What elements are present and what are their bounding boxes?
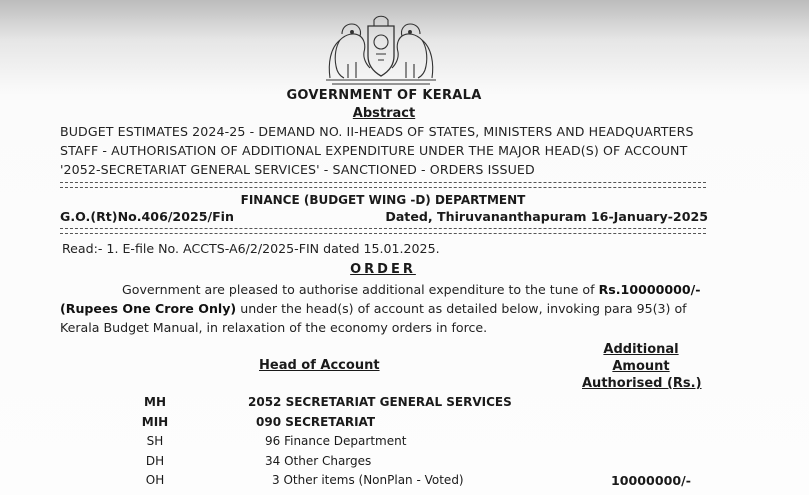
row-amount: 10000000/- — [611, 473, 691, 488]
amount-header-line-3: Authorised (Rs.) — [582, 376, 702, 391]
go-date: Dated, Thiruvananthapuram 16-January-2025 — [385, 209, 708, 224]
reference-read-line: Read:- 1. E-file No. ACCTS-A6/2/2025-FIN dated 15.01.2025. — [62, 241, 440, 256]
divider-rule — [60, 182, 706, 188]
amount-in-words: (Rupees One Crore Only) — [60, 301, 237, 316]
abstract-heading: Abstract — [352, 106, 416, 121]
row-code: MIH — [141, 415, 169, 429]
sanctioned-amount: Rs.10000000/- — [598, 282, 701, 297]
kerala-state-emblem-icon — [322, 12, 440, 88]
head-of-account-header: Head of Account — [259, 358, 380, 373]
go-number: G.O.(Rt)No.406/2025/Fin — [60, 209, 234, 224]
row-account: 96 Finance Department — [265, 434, 407, 448]
department-name: FINANCE (BUDGET WING -D) DEPARTMENT — [240, 193, 526, 207]
subject-line-3: '2052-SECRETARIAT GENERAL SERVICES' - SANCTIONED - ORDERS ISSUED — [60, 162, 535, 177]
order-paragraph-line-1 — [122, 282, 700, 297]
subject-line-2: STAFF - AUTHORISATION OF ADDITIONAL EXPENDITURE UNDER THE MAJOR HEAD(S) OF ACCOUNT — [60, 143, 688, 158]
row-code: SH — [146, 434, 164, 448]
row-account: 34 Other Charges — [265, 454, 372, 468]
row-account: 3 Other items (NonPlan - Voted) — [272, 473, 464, 487]
row-code: DH — [145, 454, 165, 468]
order-heading: ORDER — [350, 262, 416, 277]
divider-rule — [60, 228, 706, 234]
amount-header-line-1: Additional — [603, 342, 679, 357]
row-account: 2052 SECRETARIAT GENERAL SERVICES — [248, 395, 512, 409]
subject-line-1: BUDGET ESTIMATES 2024-25 - DEMAND NO. II-HEADS OF STATES, MINISTERS AND HEADQUARTERS — [60, 124, 694, 139]
government-title: GOVERNMENT OF KERALA — [286, 88, 482, 103]
row-code: MH — [144, 395, 166, 409]
order-text: Government are pleased to authorise additional expenditure to the tune of — [122, 282, 599, 297]
order-text: under the head(s) of account as detailed below, invoking para 95(3) of — [236, 301, 687, 316]
amount-header-line-2: Amount — [612, 359, 670, 374]
order-paragraph-line-2 — [60, 301, 687, 316]
row-account: 090 SECRETARIAT — [256, 415, 376, 429]
order-paragraph-line-3: Kerala Budget Manual, in relaxation of the economy orders in force. — [60, 320, 488, 335]
row-code: OH — [145, 473, 165, 487]
